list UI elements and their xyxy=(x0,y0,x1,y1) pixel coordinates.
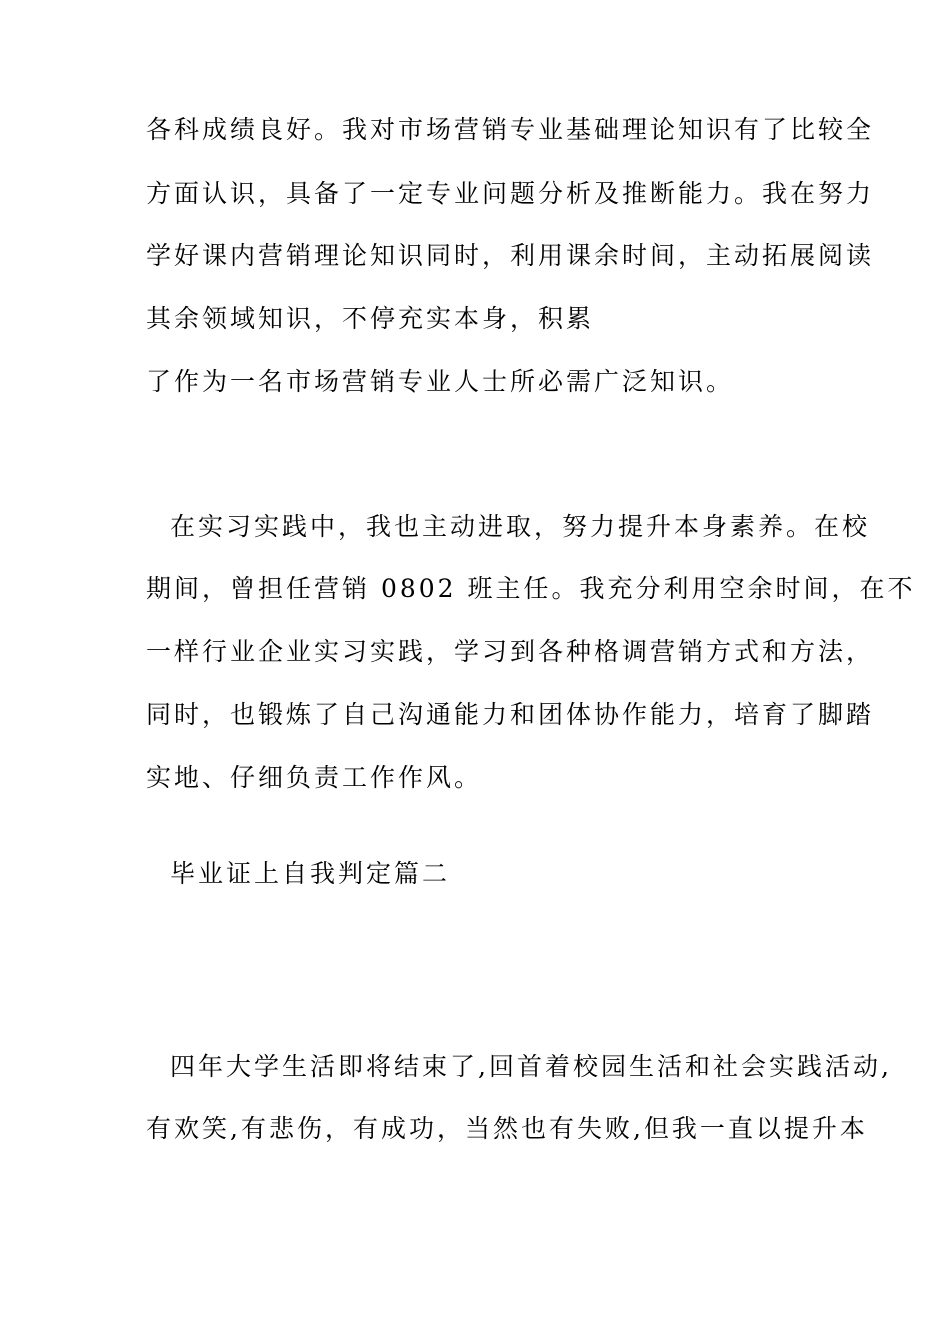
paragraph-1-line-4: 其余领域知识，不停充实本身，积累 xyxy=(146,304,595,333)
paragraph-1-line-3: 学好课内营销理论知识同时，利用课余时间，主动拓展阅读 xyxy=(146,241,875,270)
paragraph-2-line-3: 一样行业企业实习实践，学习到各种格调营销方式和方法， xyxy=(146,637,875,666)
paragraph-2-line-5: 实地、仔细负责工作作风。 xyxy=(146,763,483,792)
paragraph-2-line-1: 在实习实践中，我也主动进取，努力提升本身素养。在校 xyxy=(170,512,871,541)
paragraph-2-line-4: 同时，也锻炼了自己沟通能力和团体协作能力，培育了脚踏 xyxy=(146,700,875,729)
paragraph-3-line-2: 有欢笑,有悲伤，有成功，当然也有失败,但我一直以提升本 xyxy=(146,1114,868,1143)
paragraph-3-line-1: 四年大学生活即将结束了,回首着校园生活和社会实践活动, xyxy=(170,1052,892,1081)
paragraph-1-line-1: 各科成绩良好。我对市场营销专业基础理论知识有了比较全 xyxy=(146,115,875,144)
paragraph-1-line-2: 方面认识，具备了一定专业问题分析及推断能力。我在努力 xyxy=(146,179,875,208)
paragraph-2-line-2: 期间，曾担任营销 0802 班主任。我充分利用空余时间，在不 xyxy=(146,574,916,603)
paragraph-1-line-5: 了作为一名市场营销专业人士所必需广泛知识。 xyxy=(146,367,735,396)
section-heading: 毕业证上自我判定篇二 xyxy=(170,859,451,888)
